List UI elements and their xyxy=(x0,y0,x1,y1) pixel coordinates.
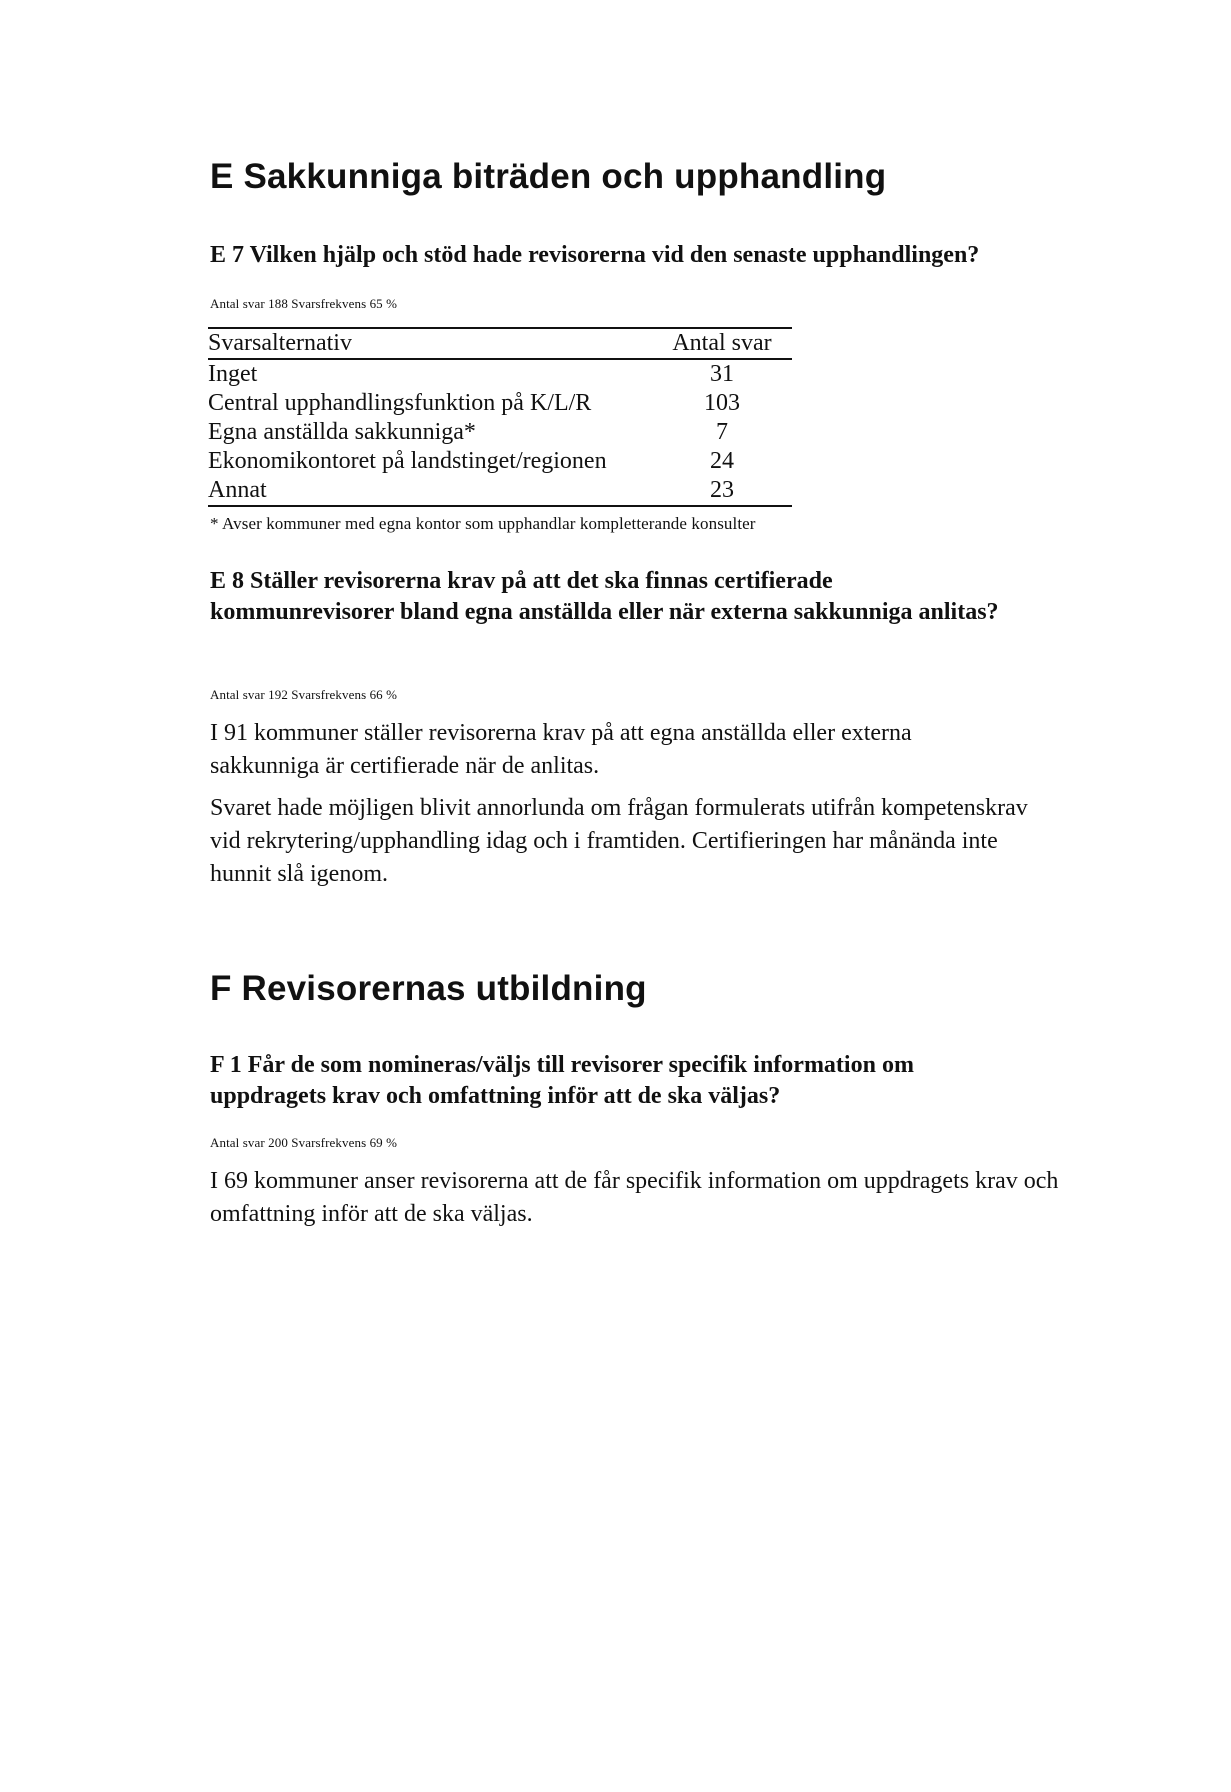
row-option: Annat xyxy=(208,477,267,503)
row-count: 31 xyxy=(710,361,734,387)
row-option: Egna anställda sakkunniga* xyxy=(208,419,476,445)
row-option: Inget xyxy=(208,361,258,387)
row-count: 23 xyxy=(710,477,734,503)
table-header-row xyxy=(208,328,792,359)
column-header-count: Antal svar xyxy=(672,330,772,356)
row-option: Ekonomikontoret på landstinget/regionen xyxy=(208,448,607,474)
question-e7-response-stats: Antal svar 188 Svarsfrekvens 65 % xyxy=(210,296,398,311)
row-count: 24 xyxy=(710,448,734,474)
question-e8-answer-paragraph: I 91 kommuner ställer revisorerna krav på att egna anställda eller externa sakkunniga är certifierade när de anlitas. xyxy=(210,720,912,779)
table-row xyxy=(208,389,792,418)
table-row xyxy=(208,476,792,506)
table-footnote: * Avser kommuner med egna kontor som upphandlar kompletterande konsulter xyxy=(210,514,756,533)
question-e8-comment-paragraph: Svaret hade möjligen blivit annorlunda om frågan formulerats utifrån kompetenskrav vid rekrytering/upphandling idag och i framtiden. Certifieringen har månända inte hunnit slå igenom. xyxy=(210,795,1028,887)
question-f1-heading: F 1 Får de som nomineras/väljs till revisorer specifik information om uppdragets krav och omfattning inför att de ska väljas? xyxy=(210,1052,914,1109)
column-header-option: Svarsalternativ xyxy=(208,330,352,356)
table-row xyxy=(208,359,792,389)
section-f-title: F Revisorernas utbildning xyxy=(210,969,647,1008)
table-row xyxy=(208,418,792,447)
question-e8-response-stats: Antal svar 192 Svarsfrekvens 66 % xyxy=(210,687,398,702)
row-count: 7 xyxy=(716,419,728,445)
question-e7-heading: E 7 Vilken hjälp och stöd hade revisorerna vid den senaste upphandlingen? xyxy=(210,242,980,268)
table-row xyxy=(208,447,792,476)
row-option: Central upphandlingsfunktion på K/L/R xyxy=(208,390,592,416)
question-f1-answer-paragraph: I 69 kommuner anser revisorerna att de får specifik information om uppdragets krav och omfattning inför att de ska väljas. xyxy=(210,1168,1059,1227)
row-count: 103 xyxy=(704,390,740,416)
response-table-e7 xyxy=(208,327,792,507)
section-e-title: E Sakkunniga biträden och upphandling xyxy=(210,157,887,196)
question-f1-response-stats: Antal svar 200 Svarsfrekvens 69 % xyxy=(210,1135,398,1150)
question-e8-heading: E 8 Ställer revisorerna krav på att det ska finnas certifierade kommunrevisorer bland egna anställda eller när externa sakkunniga anlitas? xyxy=(210,568,999,625)
